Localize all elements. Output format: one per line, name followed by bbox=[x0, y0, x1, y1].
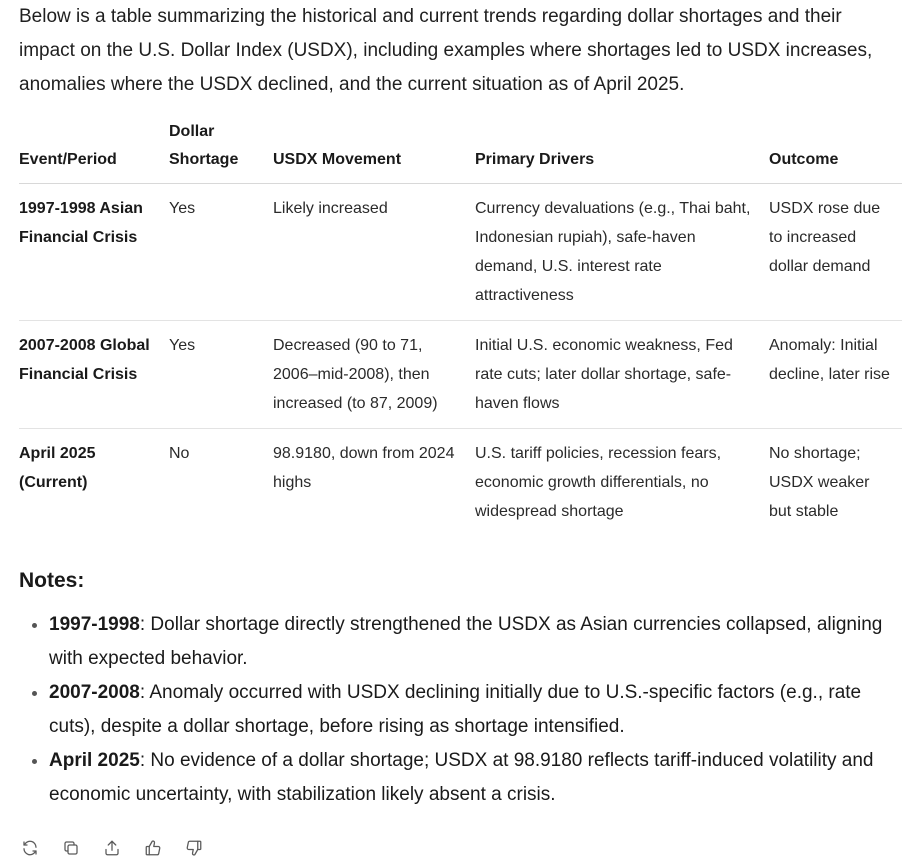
header-event: Event/Period bbox=[19, 151, 117, 168]
cell-event: 2007-2008 Global Financial Crisis bbox=[19, 337, 150, 383]
message-actions-toolbar bbox=[19, 838, 902, 858]
table-row bbox=[19, 184, 902, 321]
summary-table bbox=[19, 118, 902, 536]
list-item bbox=[49, 744, 902, 812]
copy-button[interactable] bbox=[61, 838, 81, 858]
note-text: : Anomaly occurred with USDX declining initially due to U.S.-specific factors (e.g., rate cuts), despite a dollar shortage, before rising as shortage intensified. bbox=[49, 682, 862, 737]
note-label: 2007-2008 bbox=[49, 682, 140, 703]
table-row bbox=[19, 429, 902, 537]
note-label: 1997-1998 bbox=[49, 614, 140, 635]
cell-shortage: Yes bbox=[169, 200, 196, 217]
cell-shortage: No bbox=[169, 445, 190, 462]
intro-paragraph: Below is a table summarizing the historical and current trends regarding dollar shortages and their impact on the U.S. Dollar Index (USDX), including examples where shortages led to USDX increases, anomalies where the USDX declined, and the current situation as of April 2025. bbox=[19, 6, 873, 95]
cell-drivers: U.S. tariff policies, recession fears, economic growth differentials, no widespread shortage bbox=[475, 445, 722, 520]
cell-movement: Likely increased bbox=[273, 200, 388, 217]
cell-drivers: Initial U.S. economic weakness, Fed rate cuts; later dollar shortage, safe-haven flows bbox=[475, 337, 733, 412]
copy-icon bbox=[62, 839, 80, 857]
thumbs-down-button[interactable] bbox=[184, 838, 204, 858]
share-button[interactable] bbox=[102, 838, 122, 858]
cell-drivers: Currency devaluations (e.g., Thai baht, Indonesian rupiah), safe-haven demand, U.S. interest rate attractiveness bbox=[475, 200, 751, 304]
cell-movement: Decreased (90 to 71, 2006–mid-2008), then increased (to 87, 2009) bbox=[273, 337, 438, 412]
header-drivers: Primary Drivers bbox=[475, 151, 595, 168]
thumbs-down-icon bbox=[185, 839, 203, 857]
thumbs-up-button[interactable] bbox=[143, 838, 163, 858]
table-header-row bbox=[19, 118, 902, 184]
header-movement: USDX Movement bbox=[273, 151, 402, 168]
cell-outcome: USDX rose due to increased dollar demand bbox=[769, 200, 881, 275]
regenerate-button[interactable] bbox=[20, 838, 40, 858]
thumbs-up-icon bbox=[144, 839, 162, 857]
note-text: : Dollar shortage directly strengthened the USDX as Asian currencies collapsed, aligning with expected behavior. bbox=[49, 614, 883, 669]
share-icon bbox=[103, 839, 121, 857]
header-shortage: Dollar Shortage bbox=[169, 123, 239, 168]
table-row bbox=[19, 321, 902, 429]
cell-event: April 2025 (Current) bbox=[19, 445, 96, 491]
cell-movement: 98.9180, down from 2024 highs bbox=[273, 445, 455, 491]
header-outcome: Outcome bbox=[769, 151, 839, 168]
notes-heading: Notes: bbox=[19, 569, 85, 592]
note-label: April 2025 bbox=[49, 750, 140, 771]
regenerate-icon bbox=[21, 839, 39, 857]
note-text: : No evidence of a dollar shortage; USDX at 98.9180 reflects tariff-induced volatility and economic uncertainty, with stabilization likely absent a crisis. bbox=[49, 750, 874, 805]
list-item bbox=[49, 676, 902, 744]
cell-event: 1997-1998 Asian Financial Crisis bbox=[19, 200, 143, 246]
cell-outcome: Anomaly: Initial decline, later rise bbox=[769, 337, 890, 383]
notes-list bbox=[19, 608, 902, 812]
list-item bbox=[49, 608, 902, 676]
cell-outcome: No shortage; USDX weaker but stable bbox=[769, 445, 870, 520]
cell-shortage: Yes bbox=[169, 337, 196, 354]
